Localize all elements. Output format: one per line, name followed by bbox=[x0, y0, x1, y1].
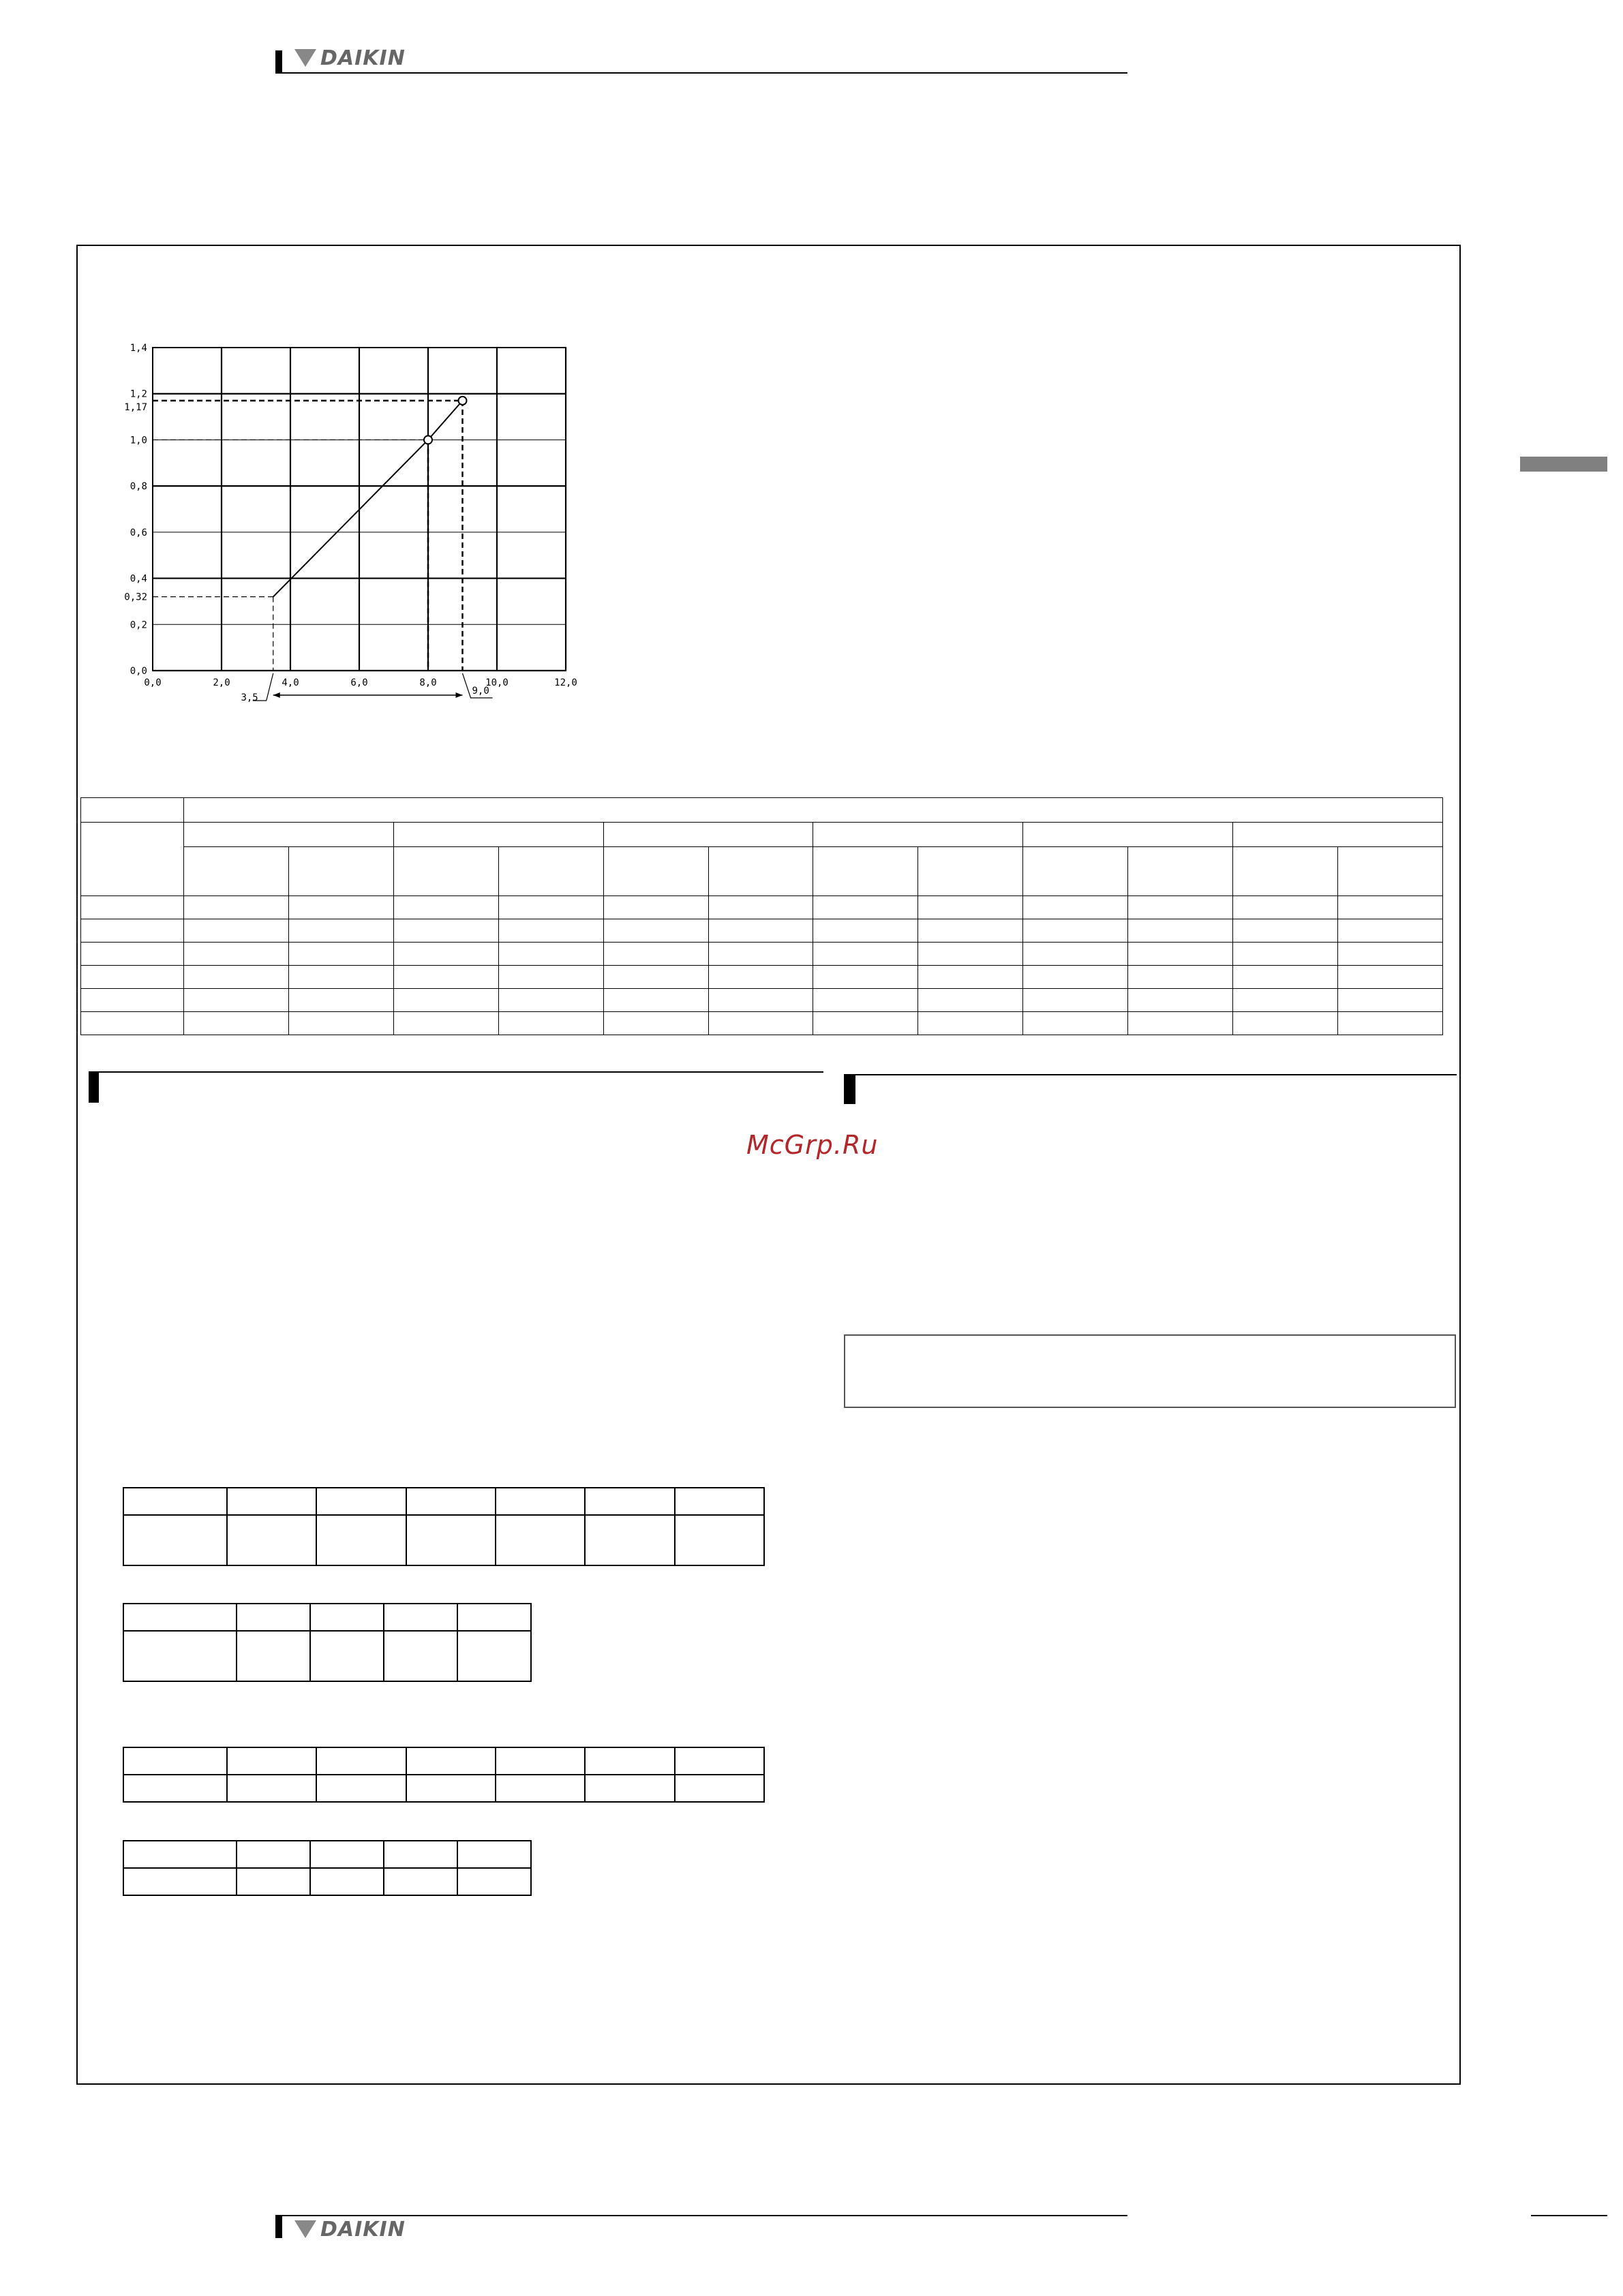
left-section-rule bbox=[99, 1071, 823, 1073]
header-brand: DAIKIN bbox=[320, 46, 406, 70]
left-section-marker bbox=[89, 1071, 99, 1103]
chart-y-tick-label: 1,2 bbox=[130, 388, 147, 400]
header-bar-mark bbox=[275, 50, 282, 74]
data-table bbox=[80, 797, 1443, 1035]
daikin-logo-icon bbox=[294, 2220, 316, 2238]
chart-y-tick-label: 1,4 bbox=[130, 343, 147, 354]
chart-y-tick-label: 1,0 bbox=[130, 435, 147, 446]
chart-point bbox=[459, 397, 467, 405]
chart-x-tick-label: 12,0 bbox=[554, 677, 577, 688]
chart-series-line bbox=[273, 401, 463, 597]
table-row bbox=[81, 896, 1443, 919]
footer-right-rule bbox=[1531, 2215, 1607, 2216]
table-row bbox=[81, 966, 1443, 989]
chart-tick-labels bbox=[124, 343, 577, 703]
chart-dimension-arrow bbox=[273, 692, 280, 698]
chart-x-tick-label: 10,0 bbox=[485, 677, 509, 688]
chart-x-tick-label: 6,0 bbox=[350, 677, 368, 688]
chart-x-tick-label: 4,0 bbox=[282, 677, 299, 688]
table-row bbox=[81, 989, 1443, 1012]
chart-x-tick-label: 2,0 bbox=[213, 677, 230, 688]
chart-x-tick-label: 8,0 bbox=[419, 677, 437, 688]
footer-bar-mark bbox=[275, 2215, 282, 2238]
chart-dimension-arrow bbox=[456, 692, 463, 698]
chart-y-tick-label: 0,4 bbox=[130, 573, 147, 585]
chart-marks bbox=[153, 397, 493, 701]
note-box bbox=[844, 1334, 1456, 1408]
right-section-rule bbox=[855, 1074, 1457, 1075]
spec-table-1 bbox=[123, 1487, 765, 1566]
table-row bbox=[81, 1012, 1443, 1035]
footer-rule bbox=[282, 2215, 1127, 2216]
footer-brand: DAIKIN bbox=[320, 2218, 406, 2241]
right-section-marker bbox=[844, 1074, 855, 1104]
characteristic-chart bbox=[116, 327, 593, 709]
watermark: McGrp.Ru bbox=[746, 1130, 879, 1160]
chart-x-annotation: 9,0 bbox=[472, 686, 489, 697]
chart-x-annotation: 3,5 bbox=[241, 692, 258, 703]
spec-table-3 bbox=[123, 1747, 765, 1803]
header-rule bbox=[282, 72, 1127, 74]
table-row bbox=[81, 943, 1443, 966]
daikin-logo-icon bbox=[294, 49, 316, 67]
chart-y-tick-label: 0,6 bbox=[130, 527, 147, 538]
footer-logo bbox=[294, 2218, 406, 2241]
table-row bbox=[81, 919, 1443, 943]
chart-y-tick-label: 0,0 bbox=[130, 666, 147, 677]
header-logo bbox=[294, 46, 406, 70]
chart-y-annotation: 1,17 bbox=[124, 401, 147, 413]
spec-table-2 bbox=[123, 1603, 532, 1682]
chart-x-tick-label: 0,0 bbox=[144, 677, 162, 688]
chart-y-tick-label: 0,2 bbox=[130, 619, 147, 631]
chart-point bbox=[424, 435, 432, 444]
chart-y-tick-label: 0,8 bbox=[130, 481, 147, 493]
section-side-tab bbox=[1520, 457, 1607, 472]
spec-table-4 bbox=[123, 1840, 532, 1896]
chart-y-annotation: 0,32 bbox=[124, 592, 147, 603]
